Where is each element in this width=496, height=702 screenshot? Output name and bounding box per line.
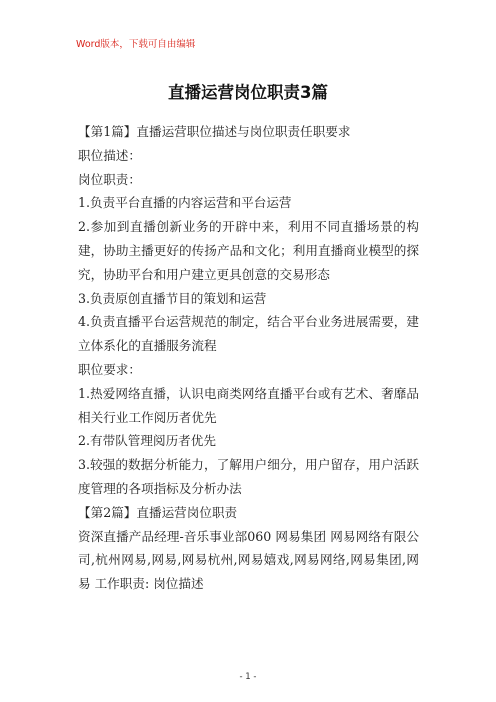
- document-body: [78, 120, 419, 596]
- paragraph-item-2: 2.参加到直播创新业务的开辟中来，利用不同直播场景的构建，协助主播更好的传扬产品和文化；利用直播商业模型的探究，协助平台和用户建立更具创意的交易形态: [78, 219, 419, 282]
- document-title: 直播运营岗位职责3篇: [168, 83, 328, 102]
- paragraph-requirements: 职位要求：: [78, 361, 141, 377]
- paragraph-req-1: 1.热爱网络直播，认识电商类网络直播平台或有艺术、奢靡品相关行业工作阅历者优先: [78, 385, 419, 425]
- section-heading-1: 【第1篇】直播运营职位描述与岗位职责任职要求: [78, 124, 351, 139]
- paragraph-item-1: 1.负责平台直播的内容运营和平台运营: [78, 195, 292, 211]
- paragraph-job-posting: 资深直播产品经理-音乐事业部060 网易集团 网易网络有限公司,杭州网易,网易,网易杭州,网易嬉戏,网易网络,网易集团,网易 工作职责: 岗位描述: [78, 528, 419, 592]
- paragraph-item-4: 4.负责直播平台运营规范的制定，结合平台业务进展需要，建立体系化的直播服务流程: [78, 314, 419, 354]
- paragraph-item-3: 3.负责原创直播节目的策划和运营: [78, 290, 267, 306]
- paragraph-responsibilities: 岗位职责：: [78, 171, 141, 187]
- page-number: - 1 -: [239, 672, 257, 682]
- paragraph-req-2: 2.有带队管理阅历者优先: [78, 433, 216, 449]
- paragraph-job-description: 职位描述：: [78, 147, 141, 163]
- paragraph-req-3: 3.较强的数据分析能力，了解用户细分，用户留存，用户活跃度管理的各项指标及分析办法: [78, 457, 419, 496]
- section-heading-2: 【第2篇】直播运营岗位职责: [78, 504, 238, 520]
- watermark-text: Word版本，下载可自由编辑: [76, 39, 196, 50]
